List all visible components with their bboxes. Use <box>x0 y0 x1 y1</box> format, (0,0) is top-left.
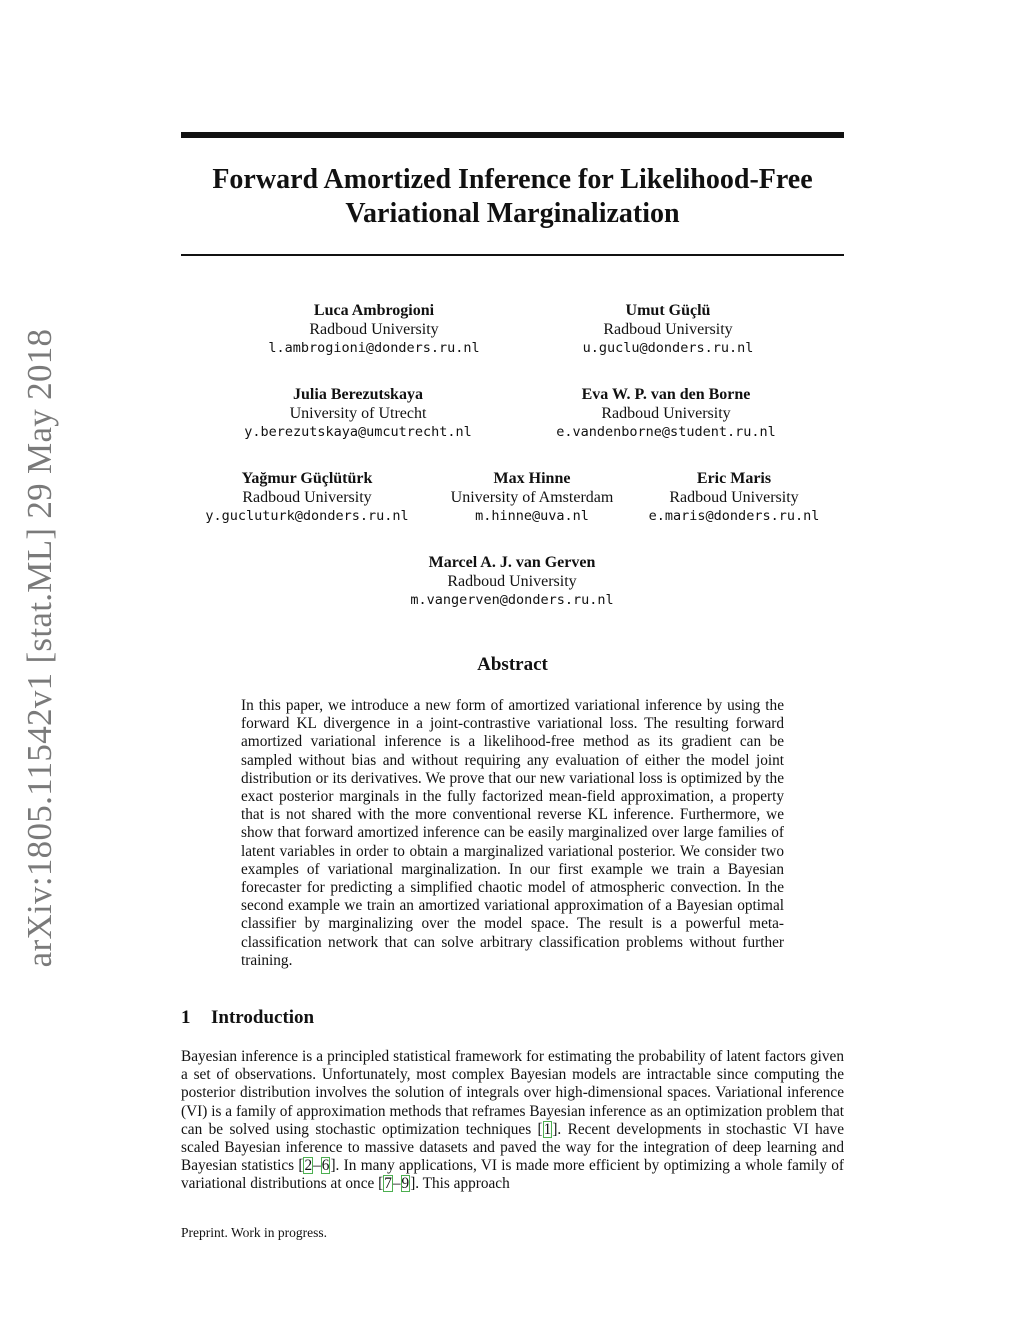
section-number: 1 <box>181 1007 191 1028</box>
intro-text-segment: ]. This approach <box>410 1175 510 1193</box>
title-line-1: Forward Amortized Inference for Likelihood-Free <box>212 164 813 195</box>
author-block <box>451 469 614 526</box>
author-name: Luca Ambrogioni <box>313 302 435 319</box>
author-email[interactable]: e.maris@donders.ru.nl <box>648 508 820 524</box>
author-name: Eric Maris <box>696 470 772 487</box>
author-affiliation: University of Utrecht <box>289 405 427 422</box>
section-heading-introduction <box>181 1007 314 1029</box>
author-affiliation: Radboud University <box>669 489 799 506</box>
author-name: Eva W. P. van den Borne <box>581 386 751 403</box>
intro-text-segment: ]. In many applications, VI is made more efficient by optimizing a whole family of variational distributions at once [ <box>181 1157 844 1193</box>
arxiv-identifier: arXiv:1805.11542v1 [stat.ML] 29 May 2018 <box>20 328 59 968</box>
author-block <box>205 469 408 526</box>
intro-text-segment: ]. Recent developments in stochastic VI have scaled Bayesian inference to massive datasets and paved the way for the integration of deep learning and Bayesian statistics [ <box>181 1120 844 1175</box>
author-block <box>268 301 479 358</box>
author-email[interactable]: m.vangerven@donders.ru.nl <box>410 592 614 608</box>
citation-link[interactable]: 9 <box>401 1175 410 1193</box>
author-affiliation: University of Amsterdam <box>450 489 614 506</box>
author-block <box>556 385 775 442</box>
intro-text-segment: Bayesian inference is a principled statistical framework for estimating the probability of latent factors given a set of observations. Unfortunately, most complex Bayesian models are intractable since computing the posterior distribution involves the solution of integrals over high-dimensional spaces. Variational inference (VI) is a family of approximation methods that reframes Bayesian inference as an optimization problem that can be solved using stochastic optimization techniques [ <box>181 1048 844 1138</box>
author-email[interactable]: l.ambrogioni@donders.ru.nl <box>268 340 480 356</box>
author-affiliation: Radboud University <box>447 573 577 590</box>
citation-link[interactable]: 1 <box>543 1120 552 1138</box>
introduction-paragraph <box>181 1048 844 1194</box>
paper-title <box>181 163 844 231</box>
author-email[interactable]: m.hinne@uva.nl <box>475 508 589 524</box>
section-title: Introduction <box>211 1007 315 1028</box>
author-name: Umut Güçlü <box>625 302 711 319</box>
author-affiliation: Radboud University <box>242 489 372 506</box>
author-block <box>244 385 472 442</box>
author-affiliation: Radboud University <box>309 321 439 338</box>
abstract-text: In this paper, we introduce a new form of amortized variational inference by using the forward KL divergence in a joint-contrastive variational loss. The resulting forward amortized variational inference is a likelihood-free method as its gradient can be sampled without bias and without requiring any evaluation of either the model joint distribution or its derivatives. We prove that our new variational loss is optimized by the exact posterior marginals in the fully factorized mean-field approximation, a property that is not shared with the more conventional reverse KL inference. Furthermore, we show that forward amortized inference can be easily marginalized over large families of latent variables in order to obtain a marginalized variational posterior. We consider two examples of variational marginalization. In our first example we train a Bayesian forecaster for predicting a simplified chaotic model of atmospheric convection. In the second example we train an amortized variational approximation of a Bayesian optimal classifier by marginalizing over the model space. The result is a powerful meta-classification network that can solve arbitrary classification problems without further training. <box>241 697 784 969</box>
title-rule-top <box>181 132 844 138</box>
author-name: Julia Berezutskaya <box>293 386 423 403</box>
author-block <box>583 301 754 358</box>
author-affiliation: Radboud University <box>601 405 731 422</box>
title-rule-bottom <box>181 254 844 256</box>
abstract-heading: Abstract <box>477 654 548 675</box>
author-email[interactable]: y.gucluturk@donders.ru.nl <box>205 508 409 524</box>
author-email[interactable]: e.vandenborne@student.ru.nl <box>556 424 776 440</box>
footer-note: Preprint. Work in progress. <box>181 1225 328 1240</box>
citation-range-dash: – <box>392 1175 401 1193</box>
author-block <box>649 469 820 526</box>
citation-link[interactable]: 7 <box>384 1175 392 1193</box>
title-line-2: Variational Marginalization <box>345 198 680 229</box>
author-name: Marcel A. J. van Gerven <box>428 554 596 571</box>
citation-link[interactable]: 2 <box>304 1157 313 1175</box>
citation-link[interactable]: 6 <box>321 1157 330 1175</box>
author-name: Yağmur Güçlütürk <box>241 470 373 487</box>
author-email[interactable]: u.guclu@donders.ru.nl <box>582 340 754 356</box>
author-email[interactable]: y.berezutskaya@umcutrecht.nl <box>244 424 472 440</box>
author-name: Max Hinne <box>493 470 571 487</box>
author-block <box>410 553 613 610</box>
author-affiliation: Radboud University <box>603 321 733 338</box>
citation-range-dash: – <box>313 1157 321 1175</box>
